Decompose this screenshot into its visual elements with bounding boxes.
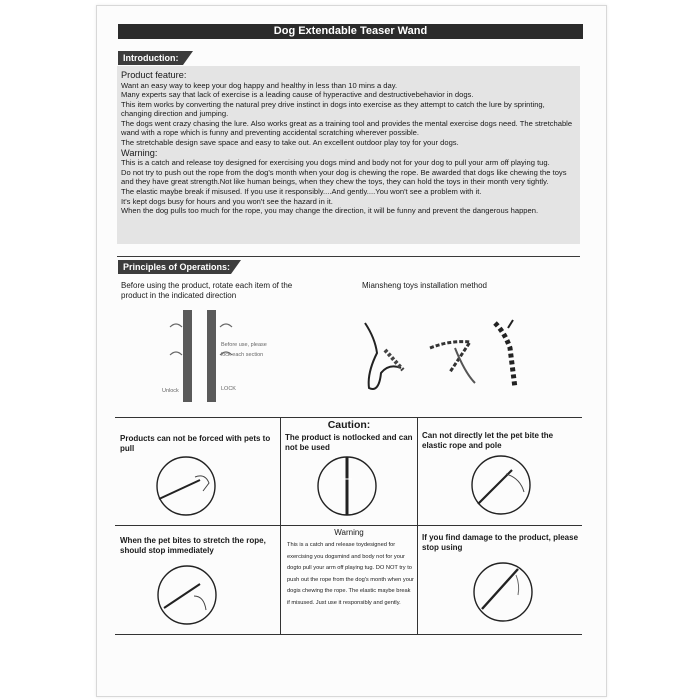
caution-cell-text: The product is notlocked and can not be used xyxy=(285,433,413,452)
warning-box-heading: Warning xyxy=(334,528,364,537)
stretch-rope-icon xyxy=(156,564,222,630)
warning-line: The elastic maybe break if misused. If you use it responsibly....And gently....You won't see a problem with it. xyxy=(121,186,482,196)
warning-heading: Warning: xyxy=(121,147,158,158)
feature-line: Want an easy way to keep your dog happy and healthy in less than 10 mins a day. xyxy=(121,80,398,90)
grid-rule xyxy=(115,634,582,635)
caution-cell-text: Can not directly let the pet bite the elastic rope and pole xyxy=(422,431,554,450)
feature-line: The stretchable design save space and easy to take out. An excellent outdoor play toy for your dogs. xyxy=(121,138,459,148)
caution-cell-text: Products can not be forced with pets to pull xyxy=(120,434,271,453)
warning-line: This is a catch and release toy designed for exercising you dogs mind and body not for your dog to pull your arm off playing tug. xyxy=(121,158,550,168)
rotate-caption: Before using the product, rotate each item of the product in the indicated direction xyxy=(121,281,293,300)
grid-rule xyxy=(115,525,582,526)
feature-line: The dogs went crazy chasing the lure. Also works great as a training tool and provides the mental exercise dogs need. The stretchable wand with a rope which is funny and preventing accidental scratching wherever possible. xyxy=(121,118,573,138)
feature-line: This item works by converting the natural prey drive instinct in dogs into exercise as they attempt to catch the lure by sprinting, changing direction and jumping. xyxy=(121,99,545,119)
grid-rule xyxy=(417,417,418,634)
introduction-text xyxy=(121,70,576,216)
warning-line: Do not try to push out the rope from the dog's month when your dog is chewing the rope. Be awarded that dogs like chewing the toys and they have great strength.Not like human beings, when they chew the toys, they can hold the toys in their month very tightly. xyxy=(121,167,567,187)
caution-cell-text: When the pet bites to stretch the rope, should stop immediately xyxy=(120,536,266,555)
installation-steps-illustration xyxy=(360,318,550,393)
pull-hand-icon xyxy=(155,455,221,521)
lock-note: Before use, please lock each section xyxy=(221,342,267,358)
grid-rule xyxy=(280,417,281,634)
warning-line: When the dog pulls too much for the rope, you may change the direction, it will be funny and prevent the dangerous happen. xyxy=(121,206,539,216)
unlock-label: Unlock xyxy=(162,388,179,394)
section-divider xyxy=(117,256,580,257)
lock-label: LOCK xyxy=(221,386,236,392)
warning-line: It's kept dogs busy for hours and you won't see the hazard in it. xyxy=(121,196,333,206)
introduction-tab: Introduction: xyxy=(118,51,183,65)
bite-rope-icon xyxy=(470,454,536,520)
caution-heading: Caution: xyxy=(327,419,371,431)
document-title: Dog Extendable Teaser Wand xyxy=(118,24,583,39)
install-caption: Miansheng toys installation method xyxy=(362,281,487,290)
feature-line: Many experts say that lack of exercise is a leading cause of hyperactive and destructivebehavior in dogs. xyxy=(121,90,474,100)
damage-pole-icon xyxy=(472,561,538,627)
warning-box-body: This is a catch and release toydesigned for exercising you dogsmind and body not for your dogto pull your arm off playing tug. DO NOT try to push out the rope from the dog's month when your dogis chewing the rope. The elastic maybe break if misused. Just use it responsibly and gently. xyxy=(287,542,414,606)
caution-cell-text: If you find damage to the product, please stop using xyxy=(422,533,579,552)
principles-tab: Principles of Operations: xyxy=(118,260,231,274)
grid-rule xyxy=(115,417,582,418)
feature-heading: Product feature: xyxy=(121,70,187,80)
unlocked-pole-icon xyxy=(316,455,382,521)
